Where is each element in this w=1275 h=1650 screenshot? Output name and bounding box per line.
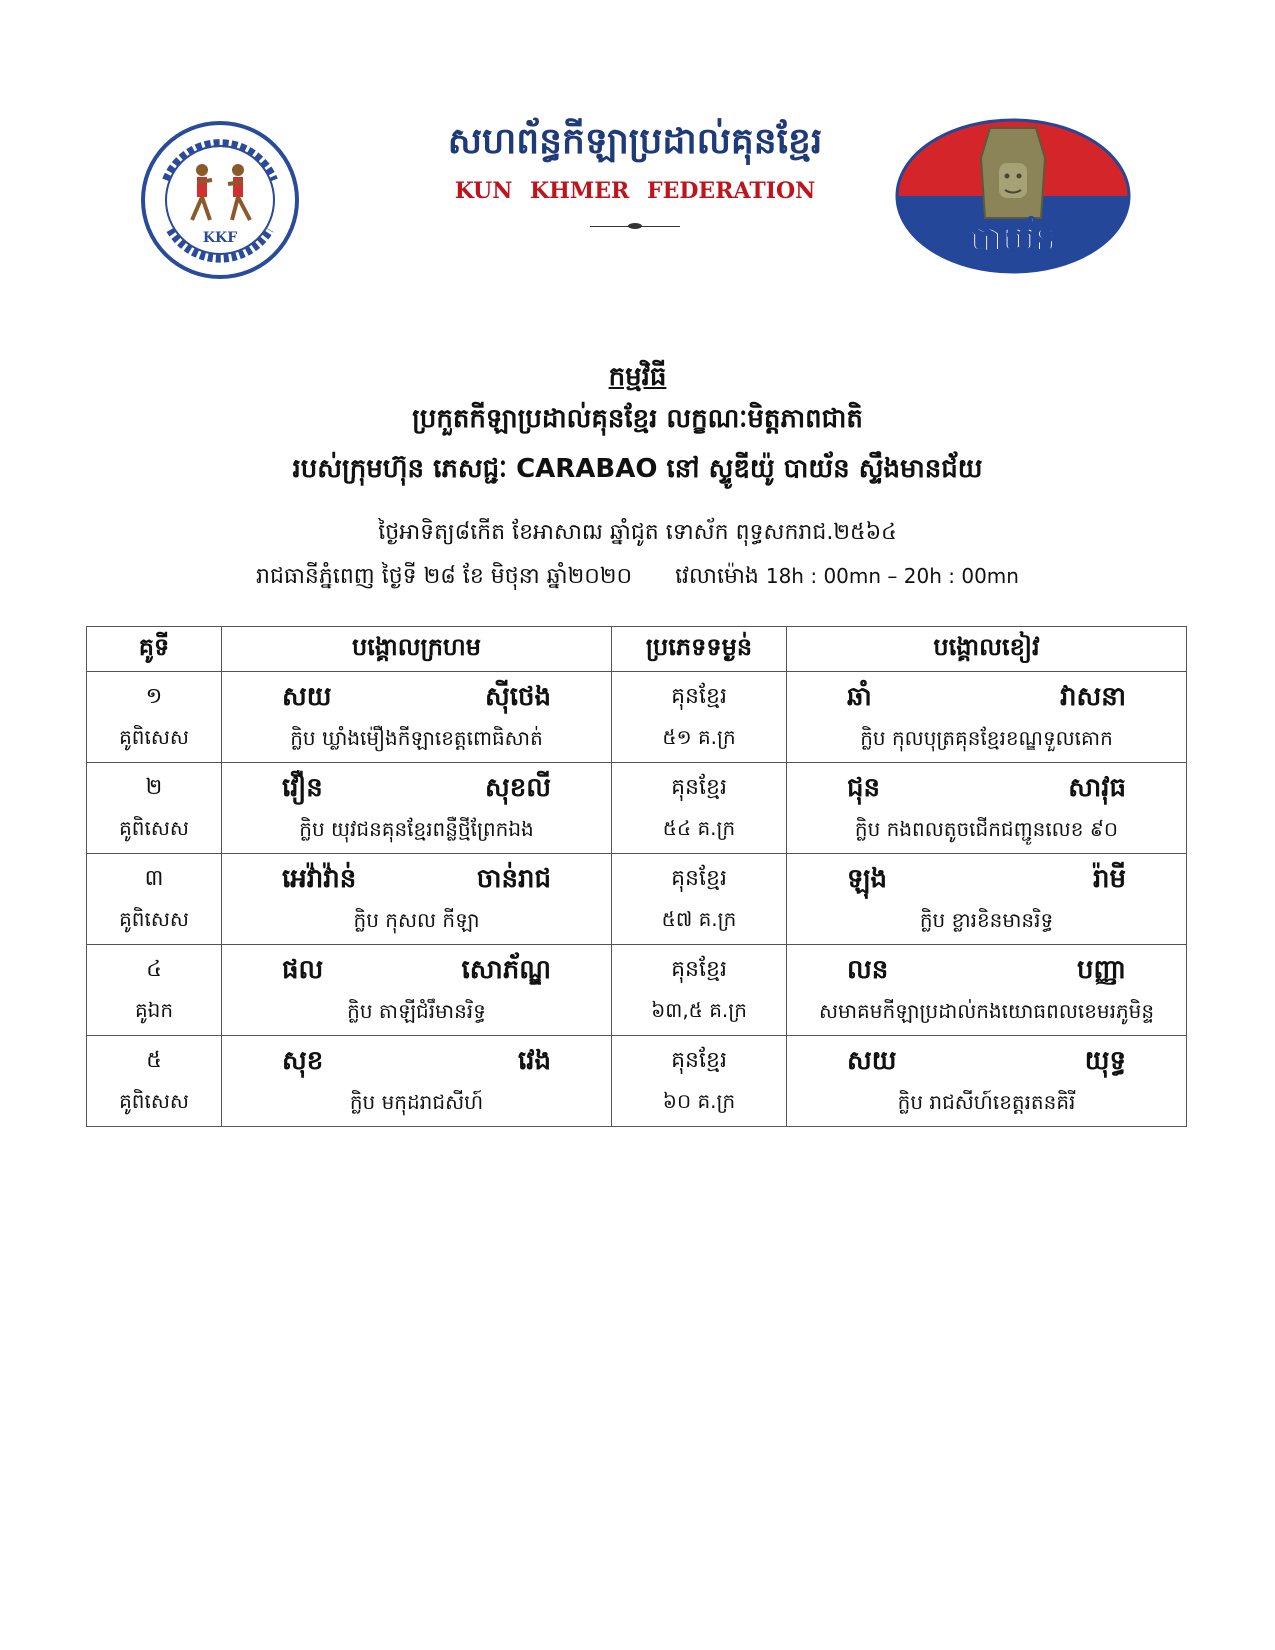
blue-corner-cell — [787, 1036, 1187, 1127]
red-corner-cell — [222, 763, 612, 854]
red-first-name: វឿន — [282, 773, 323, 803]
weight-cell — [612, 672, 787, 763]
red-fighter-name — [222, 949, 611, 991]
kkf-logo-text: KKF — [202, 230, 238, 246]
blue-last-name: វាសនា — [1059, 682, 1126, 712]
blue-last-name: រ៉ាមី — [1092, 864, 1126, 894]
pair-number: ២ — [145, 775, 163, 800]
weight-cell — [612, 854, 787, 945]
blue-fighter-name — [787, 949, 1186, 991]
red-first-name: សុខ — [282, 1046, 324, 1076]
red-first-name: ផល — [282, 955, 324, 985]
weight-value: ៦៣,៥ គ.ក្រ — [651, 998, 747, 1022]
red-last-name: សោភ័ណ្ឌ — [461, 955, 551, 985]
pair-number: ៥ — [146, 1048, 162, 1073]
bayon-logo-text: បាយ័ន — [969, 219, 1057, 259]
program-title: កម្មវិធី — [608, 362, 667, 392]
red-club: ក្លិប តាឡីជំរឹមានរិទ្ធ — [347, 999, 486, 1023]
red-fighter-name — [222, 1040, 611, 1082]
blue-fighter-name — [787, 858, 1186, 900]
fight-style: គុនខ្មែរ — [671, 957, 727, 982]
weight-cell — [612, 1036, 787, 1127]
time-label: វេលាម៉ោង — [675, 564, 759, 589]
blue-fighter-name — [787, 676, 1186, 718]
pair-kind: គូពិសេស — [119, 816, 189, 840]
pair-cell — [87, 1036, 222, 1127]
pair-number: ៣ — [144, 866, 164, 891]
blue-first-name: ជុន — [847, 773, 881, 803]
red-fighter-name — [222, 676, 611, 718]
red-club: ក្លិប យុវជនគុនខ្មែរពន្លឺថ្មីព្រែកឯង — [299, 817, 534, 841]
weight-value: ៥៧ គ.ក្រ — [661, 907, 737, 931]
red-fighter-name — [222, 767, 611, 809]
fight-style: គុនខ្មែរ — [671, 684, 727, 709]
pair-kind: គូឯក — [134, 998, 174, 1022]
red-club: ក្លិប ឃ្លាំងម៉ឿងកីឡាខេត្តពោធិសាត់ — [290, 726, 543, 750]
blue-corner-cell — [787, 763, 1187, 854]
event-line-1: ប្រកួតកីឡាប្រដាល់គុនខ្មែរ លក្ខណៈមិត្តភាពជាតិ — [412, 404, 863, 434]
weight-cell — [612, 945, 787, 1036]
time-range: 18h : 00mn – 20h : 00mn — [765, 564, 1019, 588]
pair-cell — [87, 763, 222, 854]
blue-first-name: លន — [847, 955, 889, 985]
pair-cell — [87, 854, 222, 945]
pair-number: ១ — [145, 684, 163, 709]
table-header-row — [87, 627, 1187, 672]
red-corner-cell — [222, 945, 612, 1036]
red-corner-cell — [222, 854, 612, 945]
page-header — [0, 0, 1275, 330]
blue-club: ក្លិប កងពលតូចជើកជញ្ជូនលេខ ៩០ — [854, 817, 1119, 841]
header-red-corner: បង្គោលក្រហម — [222, 627, 612, 672]
table-row — [87, 763, 1187, 854]
blue-last-name: យុទ្ធ — [1084, 1046, 1126, 1076]
blue-corner-cell — [787, 854, 1187, 945]
pair-kind: គូពិសេស — [119, 725, 189, 749]
blue-fighter-name — [787, 1040, 1186, 1082]
ornamental-divider — [590, 226, 680, 227]
event-date: រាជធានីភ្នំពេញ ថ្ងៃទី ២៨ ខែ មិថុនា ឆ្នាំ២០២០ — [256, 564, 633, 589]
pair-number: ៤ — [146, 957, 162, 982]
blue-fighter-name — [787, 767, 1186, 809]
weight-value: ៥១ គ.ក្រ — [662, 725, 736, 749]
blue-last-name: សាវុធ — [1068, 773, 1126, 803]
bayon-logo — [895, 118, 1135, 318]
blue-club: ក្លិប ខ្លារខិនមានរិទ្ធ — [919, 908, 1054, 932]
red-first-name: អេវ៉ាវ៉ាន់ — [282, 864, 357, 894]
blue-first-name: ឡុង — [847, 864, 887, 894]
red-corner-cell — [222, 672, 612, 763]
red-corner-cell — [222, 1036, 612, 1127]
table-row — [87, 672, 1187, 763]
weight-value: ៦០ គ.ក្រ — [662, 1089, 736, 1113]
kkf-logo — [140, 120, 300, 280]
table-row — [87, 945, 1187, 1036]
header-blue-corner: បង្គោលខៀវ — [787, 627, 1187, 672]
org-name-khmer: សហព័ន្ធកីឡាប្រដាល់គុនខ្មែរ — [447, 121, 823, 162]
event-time — [675, 564, 1019, 589]
pair-cell — [87, 672, 222, 763]
weight-value: ៥៤ គ.ក្រ — [662, 816, 736, 840]
red-club: ក្លិប មកុដរាជសីហ៍ — [349, 1090, 484, 1114]
red-fighter-name — [222, 858, 611, 900]
fight-style: គុនខ្មែរ — [671, 1048, 727, 1073]
blue-corner-cell — [787, 945, 1187, 1036]
pair-kind: គូពិសេស — [119, 907, 189, 931]
date-time-line — [0, 562, 1275, 594]
blue-club: សមាគមកីឡាប្រដាល់កងយោធពលខេមរភូមិន្ទ — [818, 999, 1155, 1023]
blue-first-name: ឆាំ — [847, 682, 872, 712]
blue-first-name: សយ — [847, 1046, 897, 1076]
red-first-name: សយ — [282, 682, 332, 712]
weight-cell — [612, 763, 787, 854]
blue-corner-cell — [787, 672, 1187, 763]
red-last-name: សុខលី — [484, 773, 551, 803]
red-last-name: វេង — [517, 1046, 551, 1076]
event-line-2: របស់ក្រុមហ៊ុន ភេសជ្ជៈ CARABAO នៅ ស្ទូឌីយ៉ូ បាយ័ន ស្ទឹងមានជ័យ — [292, 454, 983, 484]
header-weight-class: ប្រភេទទម្ងន់ — [612, 627, 787, 672]
blue-last-name: បញ្ញា — [1076, 955, 1126, 985]
table-row — [87, 1036, 1187, 1127]
red-club: ក្លិប កុសល កីឡា — [353, 908, 480, 932]
blue-club: ក្លិប កុលបុត្រគុនខ្មែរខណ្ឌទួលគោក — [860, 726, 1113, 750]
lunar-date: ថ្ងៃអាទិត្យ៨កើត ខែអាសាឍ ឆ្នាំជូត ទោស័ក ពុទ្ធសករាជ.២៥៦៤ — [378, 520, 897, 545]
blue-club: ក្លិប រាជសីហ៍ខេត្តរតនគិរី — [897, 1090, 1076, 1114]
pair-cell — [87, 945, 222, 1036]
fight-style: គុនខ្មែរ — [671, 866, 727, 891]
pair-kind: គូពិសេស — [119, 1089, 189, 1113]
org-name-english: KUN KHMER FEDERATION — [454, 178, 816, 204]
red-last-name: ចាន់រាជ — [476, 864, 551, 894]
fight-program-table — [86, 626, 1187, 1127]
table-row — [87, 854, 1187, 945]
fight-style: គុនខ្មែរ — [671, 775, 727, 800]
header-pair-no: គូទី — [87, 627, 222, 672]
red-last-name: ស៊ីថេង — [484, 682, 551, 712]
